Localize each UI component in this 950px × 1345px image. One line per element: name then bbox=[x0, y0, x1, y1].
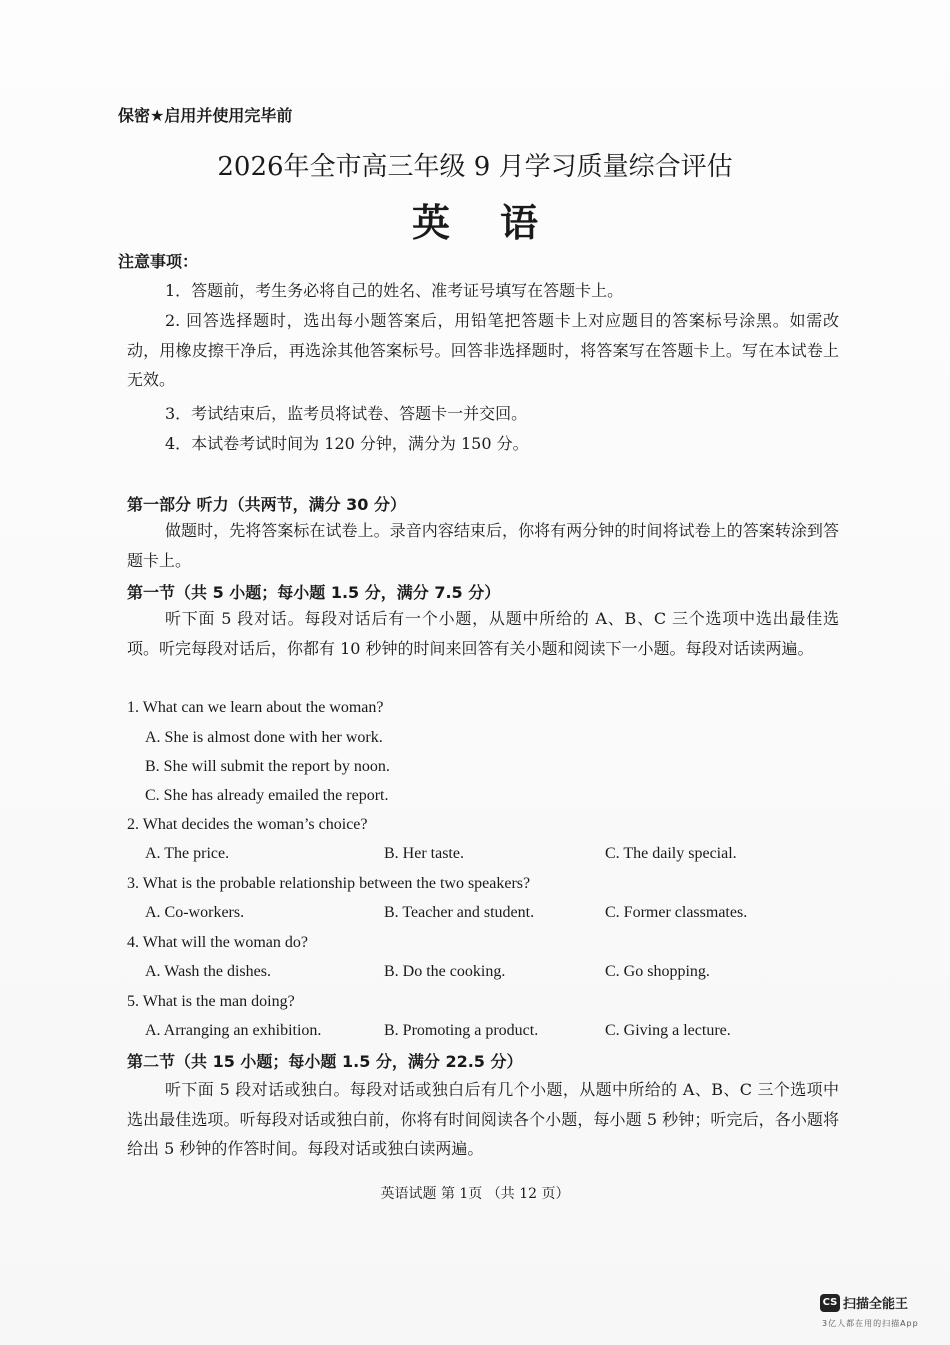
section1-heading: 第一节（共 5 小题；每小题 1.5 分，满分 7.5 分） bbox=[127, 583, 501, 602]
question-4: 4. What will the woman do? bbox=[127, 934, 308, 951]
q1-option-c: C. She has already emailed the report. bbox=[145, 787, 389, 804]
q4-option-c: C. Go shopping. bbox=[605, 963, 710, 980]
section1-instruction: 听下面 5 段对话。每段对话后有一个小题，从题中所给的 A、B、C 三个选项中选出最佳选项。听完每段对话后，你都有 10 秒钟的时间来回答有关小题和阅读下一小题。每段对话读两遍。 bbox=[127, 609, 839, 658]
q4-option-b: B. Do the cooking. bbox=[384, 963, 506, 980]
notice-item-1: 1．答题前，考生务必将自己的姓名、准考证号填写在答题卡上。 bbox=[165, 281, 624, 300]
notice-item-2: 2. 回答选择题时，选出每小题答案后，用铅笔把答题卡上对应题目的答案标号涂黑。如需改动，用橡皮擦干净后，再选涂其他答案标号。回答非选择题时，将答案写在答题卡上。写在本试卷上无效。 bbox=[127, 311, 839, 389]
q5-option-a: A. Arranging an exhibition. bbox=[145, 1022, 322, 1039]
q1-option-b: B. She will submit the report by noon. bbox=[145, 758, 390, 775]
q5-option-c: C. Giving a lecture. bbox=[605, 1022, 731, 1039]
q1-option-a: A. She is almost done with her work. bbox=[145, 729, 383, 746]
subject-title: 英语 bbox=[411, 201, 588, 245]
question-5: 5. What is the man doing? bbox=[127, 993, 295, 1010]
scanner-tagline: 3亿人都在用的扫描App bbox=[822, 1319, 919, 1328]
q2-option-c: C. The daily special. bbox=[605, 845, 737, 862]
q2-option-a: A. The price. bbox=[145, 845, 230, 862]
section2-instruction: 听下面 5 段对话或独白。每段对话或独白后有几个小题，从题中所给的 A、B、C 三个选项中选出最佳选项。听每段对话或独白前，你将有时间阅读各个小题，每小题 5 秒钟；听完后，各小题将给出 5 秒钟的作答时间。每段对话或独白读两遍。 bbox=[127, 1080, 839, 1158]
exam-title: 2026年全市高三年级 9 月学习质量综合评估 bbox=[217, 152, 733, 182]
notice-heading: 注意事项： bbox=[118, 252, 199, 271]
part1-heading: 第一部分 听力（共两节，满分 30 分） bbox=[127, 495, 406, 514]
confidential-label: 保密★启用并使用完毕前 bbox=[118, 106, 293, 125]
question-2: 2. What decides the woman’s choice? bbox=[127, 816, 368, 833]
q3-option-c: C. Former classmates. bbox=[605, 904, 748, 921]
notice-item-3: 3．考试结束后，监考员将试卷、答题卡一并交回。 bbox=[165, 404, 528, 423]
q5-option-b: B. Promoting a product. bbox=[384, 1022, 539, 1039]
question-3: 3. What is the probable relationship between the two speakers? bbox=[127, 875, 531, 892]
q4-option-a: A. Wash the dishes. bbox=[145, 963, 271, 980]
notice-item-4: 4．本试卷考试时间为 120 分钟，满分为 150 分。 bbox=[165, 434, 529, 453]
page-footer: 英语试题 第 1页 （共 12 页） bbox=[380, 1186, 570, 1202]
q3-option-a: A. Co-workers. bbox=[145, 904, 245, 921]
scanner-brand-name: 扫描全能王 bbox=[843, 1297, 909, 1312]
part1-instruction: 做题时，先将答案标在试卷上。录音内容结束后，你将有两分钟的时间将试卷上的答案转涂到答题卡上。 bbox=[127, 521, 839, 570]
question-1: 1. What can we learn about the woman? bbox=[127, 699, 384, 716]
scanner-watermark bbox=[820, 1293, 908, 1312]
q3-option-b: B. Teacher and student. bbox=[384, 904, 535, 921]
q2-option-b: B. Her taste. bbox=[384, 845, 464, 862]
scanner-logo-icon: CS bbox=[820, 1294, 840, 1312]
section2-heading: 第二节（共 15 小题；每小题 1.5 分，满分 22.5 分） bbox=[127, 1052, 523, 1071]
